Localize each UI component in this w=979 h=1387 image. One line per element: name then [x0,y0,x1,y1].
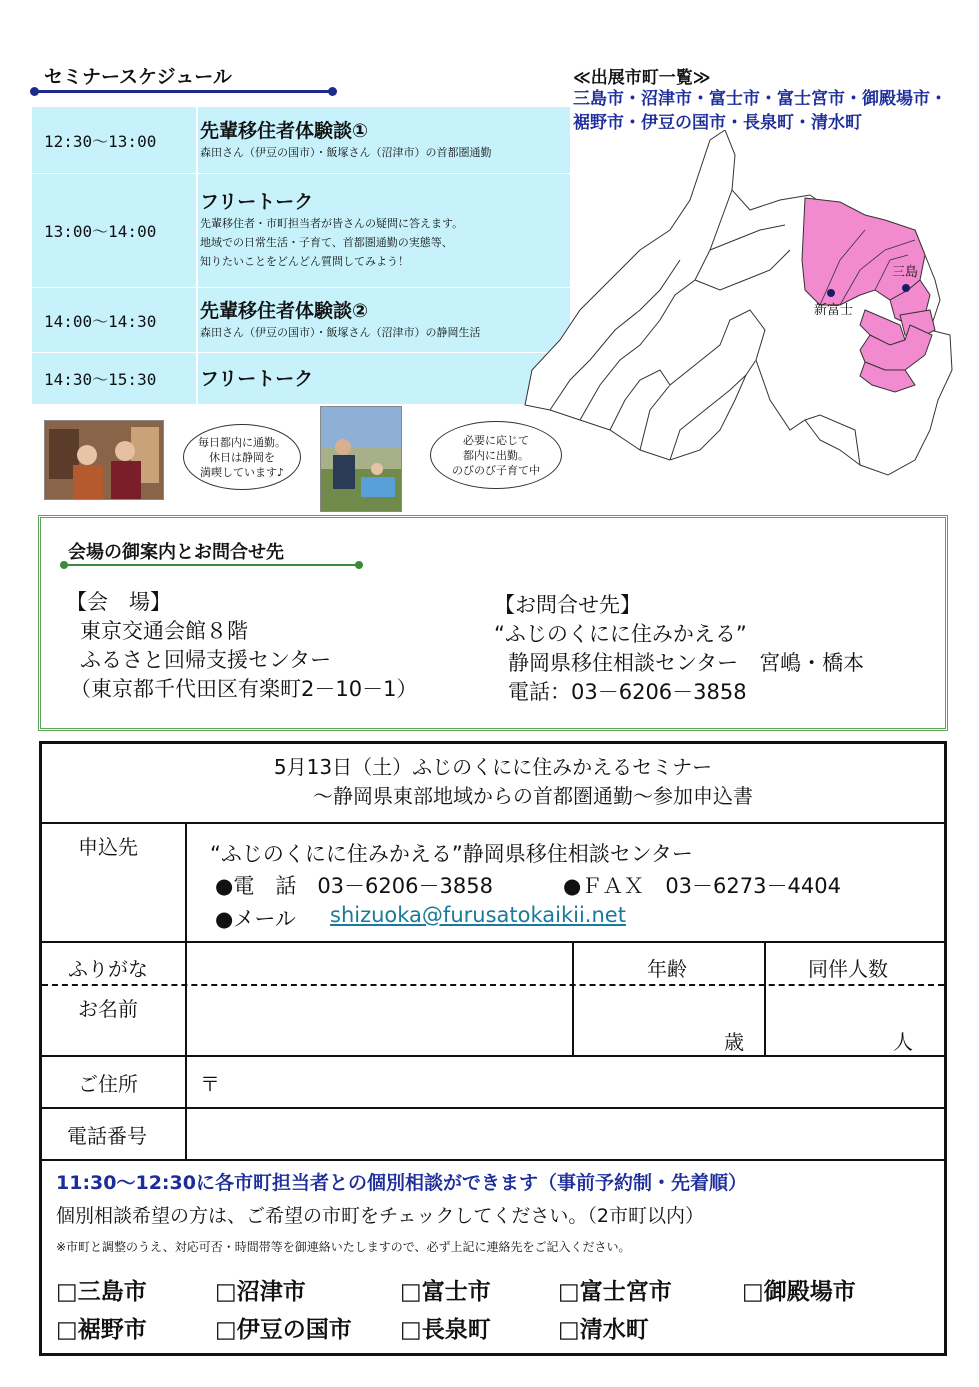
consult-text: 個別相談希望の方は、ご希望の市町をチェックしてください。（2市町以内） [56,1205,705,1227]
shizuoka-map [520,130,975,480]
contact-label: 【お問合せ先】 [494,593,641,617]
map-label-shinfuji: 新富士 [814,303,854,318]
schedule-row [32,174,570,290]
schedule-title: セミナースケジュール [44,66,232,88]
rule-dot [355,561,363,569]
schedule-time: 14:30～15:30 [32,353,198,404]
bubble-text: 必要に応じて [463,433,529,447]
schedule-row [32,353,570,404]
bubble-text: のびのび子育て中 [452,463,540,477]
checkbox-fujinomiya[interactable]: □富士宮市 [558,1279,672,1305]
venue-label: 【会 場】 [66,590,171,614]
schedule-time: 14:00～14:30 [32,288,198,352]
contact-org: “ふじのくにに住みかえる” [494,622,747,646]
schedule-time: 13:00～14:00 [32,174,198,287]
companions-unit: 人 [893,1030,913,1054]
name-field[interactable] [190,988,568,1052]
furigana-field[interactable] [190,945,568,981]
venue-address: （東京都千代田区有楽町2－10－1） [70,677,418,701]
apply-mail-label: ●メール [215,907,296,931]
form-divider-dashed [42,984,944,986]
age-label: 年齢 [647,957,687,981]
venue-location [66,588,417,704]
checkbox-nagaizumi[interactable]: □長泉町 [400,1317,491,1343]
schedule-desc: 地域での日常生活・子育て、首都圏通勤の実態等、 [200,236,453,249]
schedule-heading: フリートーク [200,367,314,390]
municipality-list-title: ≪出展市町一覧≫ [573,68,711,88]
venue-contact [494,591,864,707]
bubble-text: 毎日都内に通勤。 [198,435,286,449]
address-label: ご住所 [78,1072,138,1096]
form-title [42,753,944,811]
phone-field[interactable] [190,1112,940,1156]
form-divider [42,1107,944,1109]
companions-label: 同伴人数 [808,957,888,981]
checkbox-fuji[interactable]: □富士市 [400,1279,491,1305]
form-title-line: 5月13日（土）ふじのくにに住みかえるセミナー [273,755,713,779]
form-subtitle-line: ～静岡県東部地域からの首都圏通勤～参加申込書 [313,784,753,808]
apply-phone: ●電 話 03－6206－3858 [215,874,493,898]
photo-family-picnic [320,406,402,512]
form-divider [42,1055,944,1057]
schedule-desc: 森田さん（伊豆の国市）・飯塚さん（沼津市）の静岡生活 [200,325,481,339]
municipality-list [573,87,973,135]
station-shinfuji-marker [827,289,835,297]
apply-fax: ●ＦＡＸ 03－6273－4404 [563,874,841,898]
schedule-heading: フリートーク [200,191,314,213]
schedule-time: 12:30～13:00 [32,107,198,173]
form-divider [572,941,574,1057]
speech-bubble-left [183,424,301,490]
bubble-text: 休日は静岡を [209,450,275,464]
schedule-rule [34,90,332,93]
schedule-desc: 森田さん（伊豆の国市）・飯塚さん（沼津市）の首都圏通勤 [200,145,492,159]
checkbox-izunokuni[interactable]: □伊豆の国市 [215,1317,352,1343]
postal-mark: 〒 [200,1072,220,1096]
apply-mail-link[interactable]: shizuoka@furusatokaikii.net [330,903,626,927]
photo-couple [44,420,164,500]
consult-title: 11:30～12:30に各市町担当者との個別相談ができます（事前予約制・先着順） [56,1172,747,1194]
schedule-desc: 先輩移住者・市町担当者が皆さんの疑問に答えます。 [200,217,464,230]
form-divider [185,822,187,1161]
venue-rule [64,564,358,566]
checkbox-numazu[interactable]: □沼津市 [215,1279,306,1305]
rule-dot [60,561,68,569]
schedule-heading: 先輩移住者体験談② [200,299,369,322]
name-label: お名前 [78,997,138,1021]
venue-center: ふるさと回帰支援センター [80,648,332,672]
station-mishima-marker [902,284,910,292]
apply-org: “ふじのくにに住みかえる”静岡県移住相談センター [210,842,693,866]
venue-building: 東京交通会館８階 [80,619,248,643]
form-divider [42,1159,944,1161]
form-divider [764,941,766,1057]
phone-label: 電話番号 [67,1124,147,1148]
consult-note: ※市町と調整のうえ、対応可否・時間帯等を御連絡いたしますので、必ず上記に連絡先をご記入ください。 [56,1240,631,1254]
schedule-heading: 先輩移住者体験談① [200,119,369,142]
bubble-text: 満喫しています♪ [199,465,285,479]
map-label-mishima: 三島 [892,265,919,280]
age-unit: 歳 [724,1030,744,1054]
rule-dot [328,87,337,96]
bubble-text: 都内に出勤。 [463,448,529,462]
schedule-desc: 知りたいことをどんどん質問してみよう！ [200,255,409,268]
checkbox-susono[interactable]: □裾野市 [56,1317,147,1343]
companions-field[interactable] [770,988,940,1052]
contact-center: 静岡県移住相談センター 宮嶋・橋本 [508,651,865,675]
form-divider [42,941,944,943]
apply-label: 申込先 [78,835,138,859]
venue-title: 会場の御案内とお問合せ先 [68,542,284,563]
form-divider [42,822,944,824]
schedule-row [32,107,570,176]
furigana-label: ふりがな [68,957,148,981]
checkbox-gotemba[interactable]: □御殿場市 [742,1279,856,1305]
checkbox-shimizu[interactable]: □清水町 [558,1317,649,1343]
municipality-line: 裾野市・伊豆の国市・長泉町・清水町 [573,113,862,133]
municipality-line: 三島市・沼津市・富士市・富士宮市・御殿場市・ [573,89,947,109]
address-field[interactable] [230,1060,940,1104]
schedule-row [32,288,570,355]
contact-phone: 電話：03－6206－3858 [508,680,747,704]
checkbox-mishima[interactable]: □三島市 [56,1279,147,1305]
